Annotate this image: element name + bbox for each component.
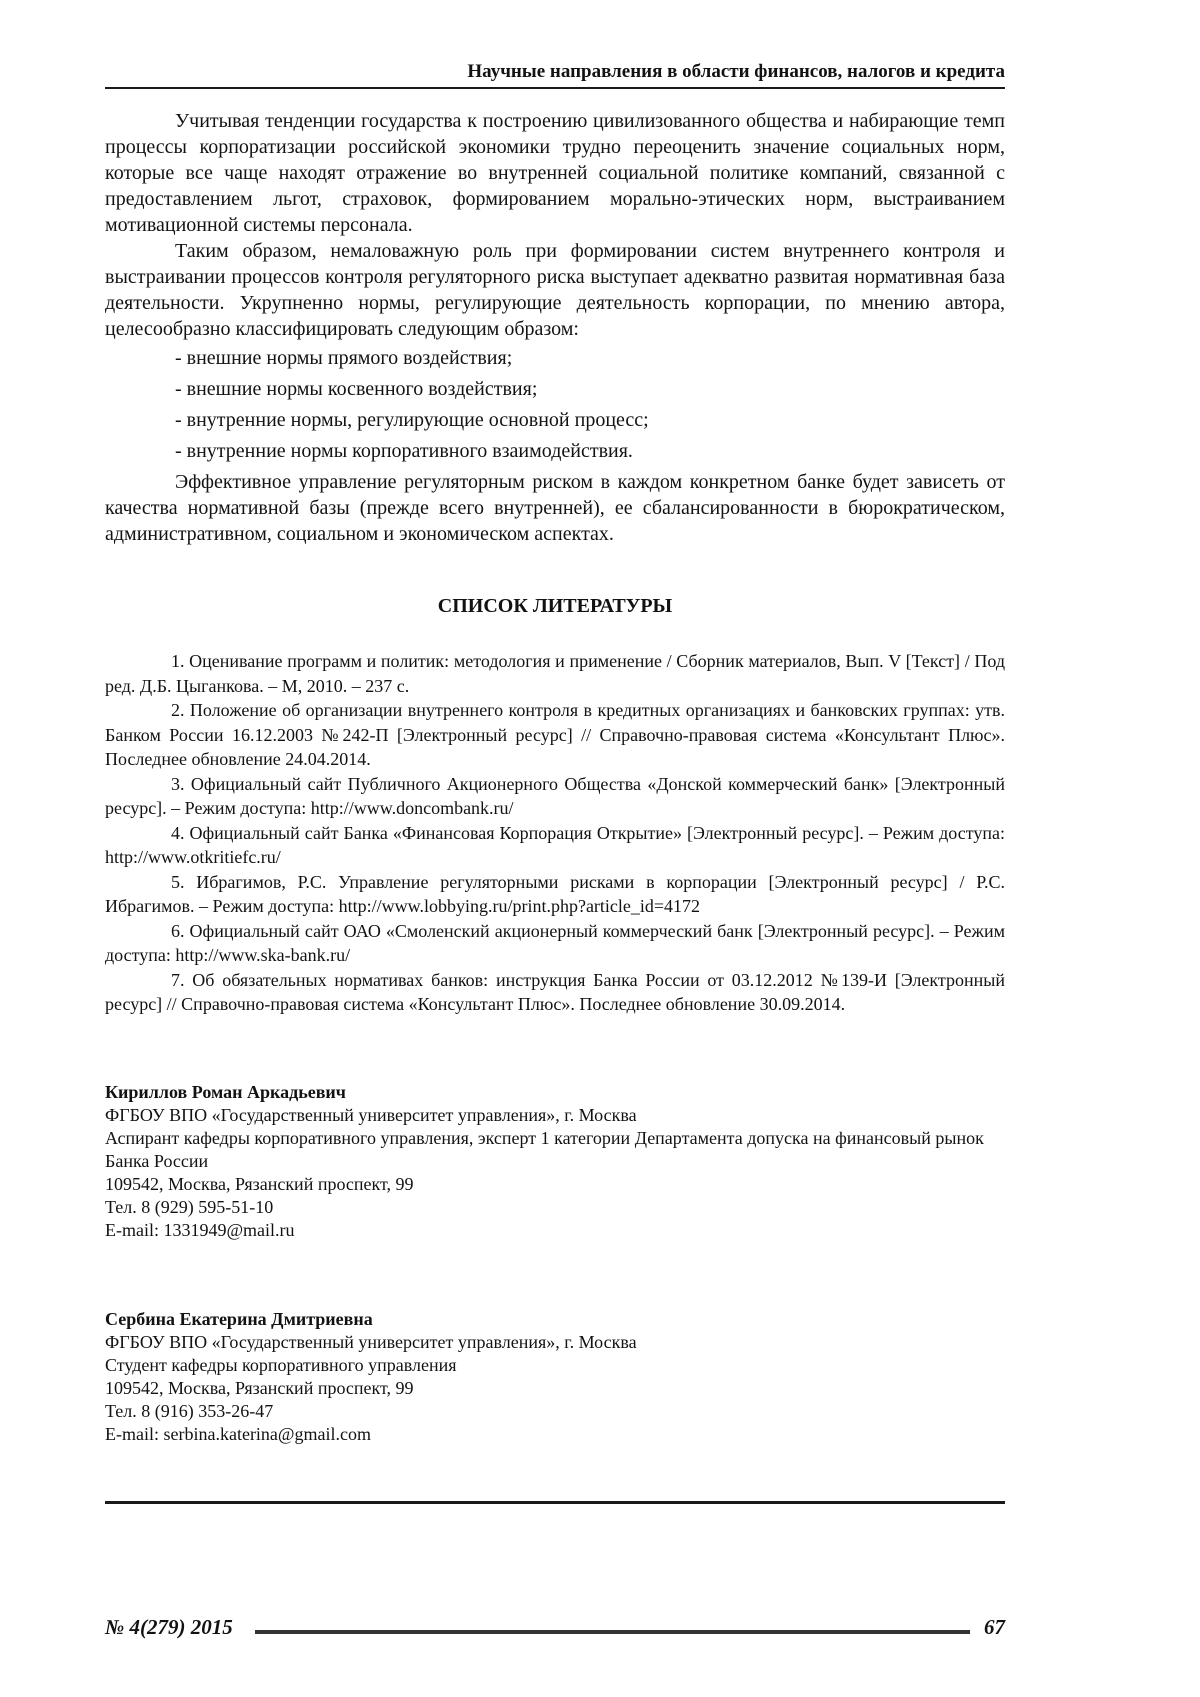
list-item: - внутренние нормы корпоративного взаимодействия.	[175, 440, 633, 462]
footer-issue: № 4(279) 2015	[105, 1615, 233, 1639]
reference-item: 3. Официальный сайт Публичного Акционерного Общества «Донской коммерческий банк» [Электронный ресурс]. – Режим доступа: http://www.doncombank.ru/	[105, 773, 1005, 818]
author-block	[105, 1081, 1005, 1242]
divider-rule	[105, 1501, 1005, 1504]
author-name: Кириллов Роман Аркадьевич	[105, 1081, 346, 1102]
page-footer	[105, 1615, 1005, 1639]
author-phone: Тел. 8 (929) 595-51-10	[105, 1196, 274, 1217]
references-heading: СПИСОК ЛИТЕРАТУРЫ	[437, 595, 673, 617]
author-affiliation: ФГБОУ ВПО «Государственный университет управления», г. Москва	[105, 1104, 637, 1125]
page-header	[105, 60, 1005, 89]
list-item: - внешние нормы косвенного воздействия;	[175, 378, 538, 400]
list-item: - внешние нормы прямого воздействия;	[175, 347, 513, 369]
author-phone: Тел. 8 (916) 353-26-47	[105, 1400, 274, 1421]
author-address: 109542, Москва, Рязанский проспект, 99	[105, 1173, 414, 1194]
paragraph-intro: Учитывая тенденции государства к построению цивилизованного общества и набирающие темп процессы корпоратизации российской экономики трудно переоценить значение социальных норм, которые все чаще находят отражение во внутренней социальной политике компаний, связанной с предоставлением льгот, страховок, формированием морально-этических норм, выстраиванием мотивационной системы персонала.	[105, 110, 1005, 236]
footer-rule	[255, 1630, 970, 1634]
paragraph-conclusion: Эффективное управление регуляторным риском в каждом конкретном банке будет зависеть от качества нормативной базы (прежде всего внутренней), ее сбалансированности в бюрократическом, административном, социальном и экономическом аспектах.	[105, 471, 1005, 545]
reference-item: 2. Положение об организации внутреннего контроля в кредитных организациях и банковских группах: утв. Банком России 16.12.2003 №242-П [Электронный ресурс] // Справочно-правовая система «Консультант Плюс». Последнее обновление 24.04.2014.	[105, 700, 1005, 769]
reference-item: 7. Об обязательных нормативах банков: инструкция Банка России от 03.12.2012 №139-И [Электронный ресурс] // Справочно-правовая система «Консультант Плюс». Последнее обновление 30.09.2014.	[105, 969, 1005, 1014]
author-position: Студент кафедры корпоративного управления	[105, 1354, 457, 1375]
reference-item: 1. Оценивание программ и политик: методология и применение / Сборник материалов, Вып. V [Текст] / Под ред. Д.Б. Цыганкова. – М, 2010. – 237 с.	[105, 651, 1005, 696]
norms-list	[105, 345, 1005, 464]
reference-item: 6. Официальный сайт ОАО «Смоленский акционерный коммерческий банк [Электронный ресурс]. – Режим доступа: http://www.ska-bank.ru/	[105, 920, 1005, 965]
references-list	[105, 649, 1005, 1017]
author-address: 109542, Москва, Рязанский проспект, 99	[105, 1377, 414, 1398]
reference-item: 5. Ибрагимов, Р.С. Управление регуляторными рисками в корпорации [Электронный ресурс] / Р.С. Ибрагимов. – Режим доступа: http://www.lobbying.ru/print.php?article_id=4172	[105, 871, 1005, 916]
paragraph-classification: Таким образом, немаловажную роль при формировании систем внутреннего контроля и выстраивании процессов контроля регуляторного риска выступает адекватно развитая нормативная база деятельности. Укрупненно нормы, регулирующие деятельность корпорации, по мнению автора, целесообразно классифицировать следующим образом:	[105, 240, 1005, 340]
author-name: Сербина Екатерина Дмитриевна	[105, 1308, 373, 1329]
header-title: Научные направления в области финансов, налогов и кредита	[467, 61, 1005, 82]
author-email: E-mail: 1331949@mail.ru	[105, 1219, 295, 1240]
author-position: Аспирант кафедры корпоративного управления, эксперт 1 категории Департамента допуска на финансовый рынок Банка России	[105, 1127, 984, 1171]
author-affiliation: ФГБОУ ВПО «Государственный университет управления», г. Москва	[105, 1331, 637, 1352]
author-email: E-mail: serbina.katerina@gmail.com	[105, 1423, 371, 1444]
footer-page-number: 67	[984, 1615, 1005, 1639]
reference-item: 4. Официальный сайт Банка «Финансовая Корпорация Открытие» [Электронный ресурс]. – Режим доступа: http://www.otkritiefc.ru/	[105, 822, 1005, 867]
list-item: - внутренние нормы, регулирующие основной процесс;	[175, 409, 649, 431]
author-block	[105, 1308, 1005, 1446]
